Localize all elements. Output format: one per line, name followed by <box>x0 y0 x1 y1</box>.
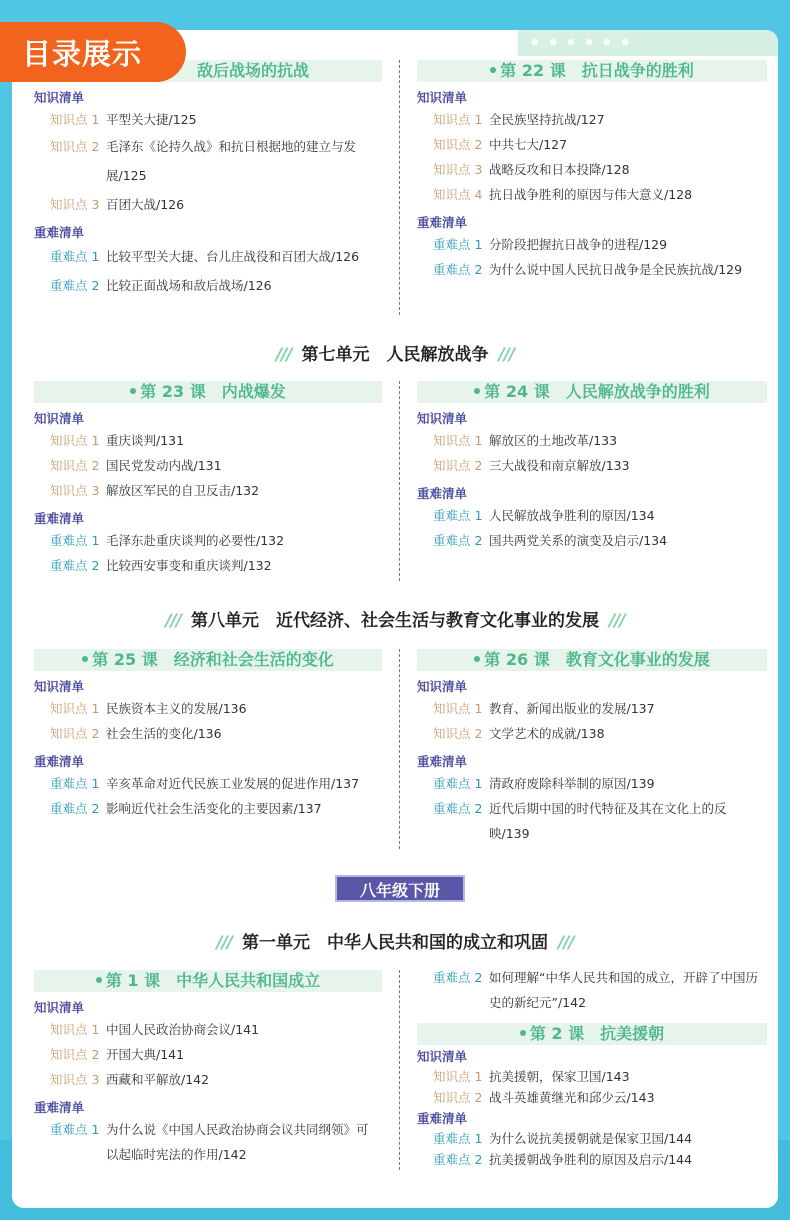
section-zhishi: 知识清单 <box>34 411 85 426</box>
lesson-title: 第 26 课 教育文化事业的发展 <box>417 649 767 671</box>
list-item: 知识点 2 社会生活的变化/136 <box>50 726 222 741</box>
list-item: 重难点 2 如何理解“中华人民共和国的成立，开辟了中国历史的新纪元”/142 <box>433 970 758 1010</box>
list-item: 知识点 1 全民族坚持抗战/127 <box>433 112 605 127</box>
list-item: 重难点 1 分阶段把握抗日战争的进程/129 <box>433 237 668 252</box>
list-item: 知识点 2 三大战役和南京解放/133 <box>433 458 630 473</box>
section-zhongnan: 重难清单 <box>417 486 468 501</box>
list-item: 知识点 1 抗美援朝，保家卫国/143 <box>433 1069 630 1084</box>
section-zhongnan: 重难清单 <box>34 754 85 769</box>
lesson-b2 <box>417 1023 767 1170</box>
column-divider <box>399 649 400 849</box>
list-item: 知识点 2 国民党发动内战/131 <box>50 458 222 473</box>
lesson-title: 第 23 课 内战爆发 <box>34 381 382 403</box>
lesson-title: 敌后战场的抗战 <box>34 60 382 82</box>
list-item: 重难点 2 近代后期中国的时代特征及其在文化上的反映/139 <box>433 801 727 841</box>
list-item: 知识点 2 毛泽东《论持久战》和抗日根据地的建立与发展/125 <box>50 139 357 183</box>
list-item: 重难点 2 抗美援朝战争胜利的原因及启示/144 <box>433 1152 693 1167</box>
list-item: 知识点 1 重庆谈判/131 <box>50 433 185 448</box>
column-divider <box>399 60 400 315</box>
list-item: 知识点 1 教育、新闻出版业的发展/137 <box>433 701 655 716</box>
grade-label: 八年级下册 <box>335 875 465 902</box>
section-zhongnan: 重难清单 <box>34 511 85 526</box>
list-item: 重难点 1 人民解放战争胜利的原因/134 <box>433 508 655 523</box>
list-item: 知识点 1 解放区的土地改革/133 <box>433 433 618 448</box>
section-zhongnan: 重难清单 <box>417 1111 468 1126</box>
list-item: 知识点 1 中国人民政治协商会议/141 <box>50 1022 260 1037</box>
list-item: 知识点 2 文学艺术的成就/138 <box>433 726 605 741</box>
list-item: 重难点 2 比较正面战场和敌后战场/126 <box>50 278 272 293</box>
section-zhishi: 知识清单 <box>34 679 85 694</box>
lesson-26 <box>417 649 767 846</box>
section-zhongnan: 重难清单 <box>417 215 468 230</box>
lesson-b1-continued <box>417 965 767 1015</box>
list-item: 知识点 3 解放区军民的自卫反击/132 <box>50 483 260 498</box>
lesson-title: 第 22 课 抗日战争的胜利 <box>417 60 767 82</box>
section-zhishi: 知识清单 <box>417 90 468 105</box>
list-item: 知识点 3 战略反攻和日本投降/128 <box>433 162 630 177</box>
list-item: 重难点 2 为什么说中国人民抗日战争是全民族抗战/129 <box>433 262 743 277</box>
list-item: 知识点 1 民族资本主义的发展/136 <box>50 701 247 716</box>
list-item: 重难点 1 为什么说《中国人民政治协商会议共同纲领》可以起临时宪法的作用/142 <box>50 1122 369 1162</box>
section-zhongnan: 重难清单 <box>34 225 85 240</box>
lesson-25 <box>34 649 382 821</box>
column-divider <box>399 381 400 581</box>
page-banner: 目录展示 <box>0 22 186 82</box>
section-zhongnan: 重难清单 <box>34 1100 85 1115</box>
unit-heading: /// 第七单元 人民解放战争 /// <box>275 345 515 365</box>
list-item: 重难点 1 辛亥革命对近代民族工业发展的促进作用/137 <box>50 776 360 791</box>
list-item: 重难点 1 毛泽东赴重庆谈判的必要性/132 <box>50 533 285 548</box>
lesson-24 <box>417 381 767 553</box>
section-zhishi: 知识清单 <box>34 1000 85 1015</box>
list-item: 重难点 2 比较西安事变和重庆谈判/132 <box>50 558 272 573</box>
lesson-21 <box>34 60 382 300</box>
list-item: 知识点 2 中共七大/127 <box>433 137 568 152</box>
lesson-23 <box>34 381 382 578</box>
list-item: 知识点 1 平型关大捷/125 <box>50 112 197 127</box>
list-item: 知识点 2 战斗英雄黄继光和邱少云/143 <box>433 1090 655 1105</box>
lesson-22 <box>417 60 767 282</box>
section-zhongnan: 重难清单 <box>417 754 468 769</box>
list-item: 知识点 3 西藏和平解放/142 <box>50 1072 210 1087</box>
list-item: 重难点 2 国共两党关系的演变及启示/134 <box>433 533 668 548</box>
decorative-dots <box>532 39 628 45</box>
column-divider <box>399 970 400 1170</box>
lesson-title: 第 25 课 经济和社会生活的变化 <box>34 649 382 671</box>
section-zhishi: 知识清单 <box>417 679 468 694</box>
list-item: 知识点 2 开国大典/141 <box>50 1047 185 1062</box>
unit-heading: /// 第一单元 中华人民共和国的成立和巩固 /// <box>216 933 574 953</box>
list-item: 重难点 2 影响近代社会生活变化的主要因素/137 <box>50 801 322 816</box>
lesson-title: 第 24 课 人民解放战争的胜利 <box>417 381 767 403</box>
list-item: 知识点 3 百团大战/126 <box>50 197 185 212</box>
unit-heading: /// 第八单元 近代经济、社会生活与教育文化事业的发展 /// <box>165 611 625 631</box>
section-zhishi: 知识清单 <box>34 90 85 105</box>
lesson-b1 <box>34 970 382 1167</box>
section-zhishi: 知识清单 <box>417 411 468 426</box>
list-item: 重难点 1 比较平型关大捷、台儿庄战役和百团大战/126 <box>50 249 360 264</box>
list-item: 重难点 1 为什么说抗美援朝就是保家卫国/144 <box>433 1131 693 1146</box>
list-item: 重难点 1 清政府废除科举制的原因/139 <box>433 776 655 791</box>
lesson-title: 第 2 课 抗美援朝 <box>417 1023 767 1045</box>
list-item: 知识点 4 抗日战争胜利的原因与伟大意义/128 <box>433 187 693 202</box>
lesson-title: 第 1 课 中华人民共和国成立 <box>34 970 382 992</box>
section-zhishi: 知识清单 <box>417 1049 468 1064</box>
